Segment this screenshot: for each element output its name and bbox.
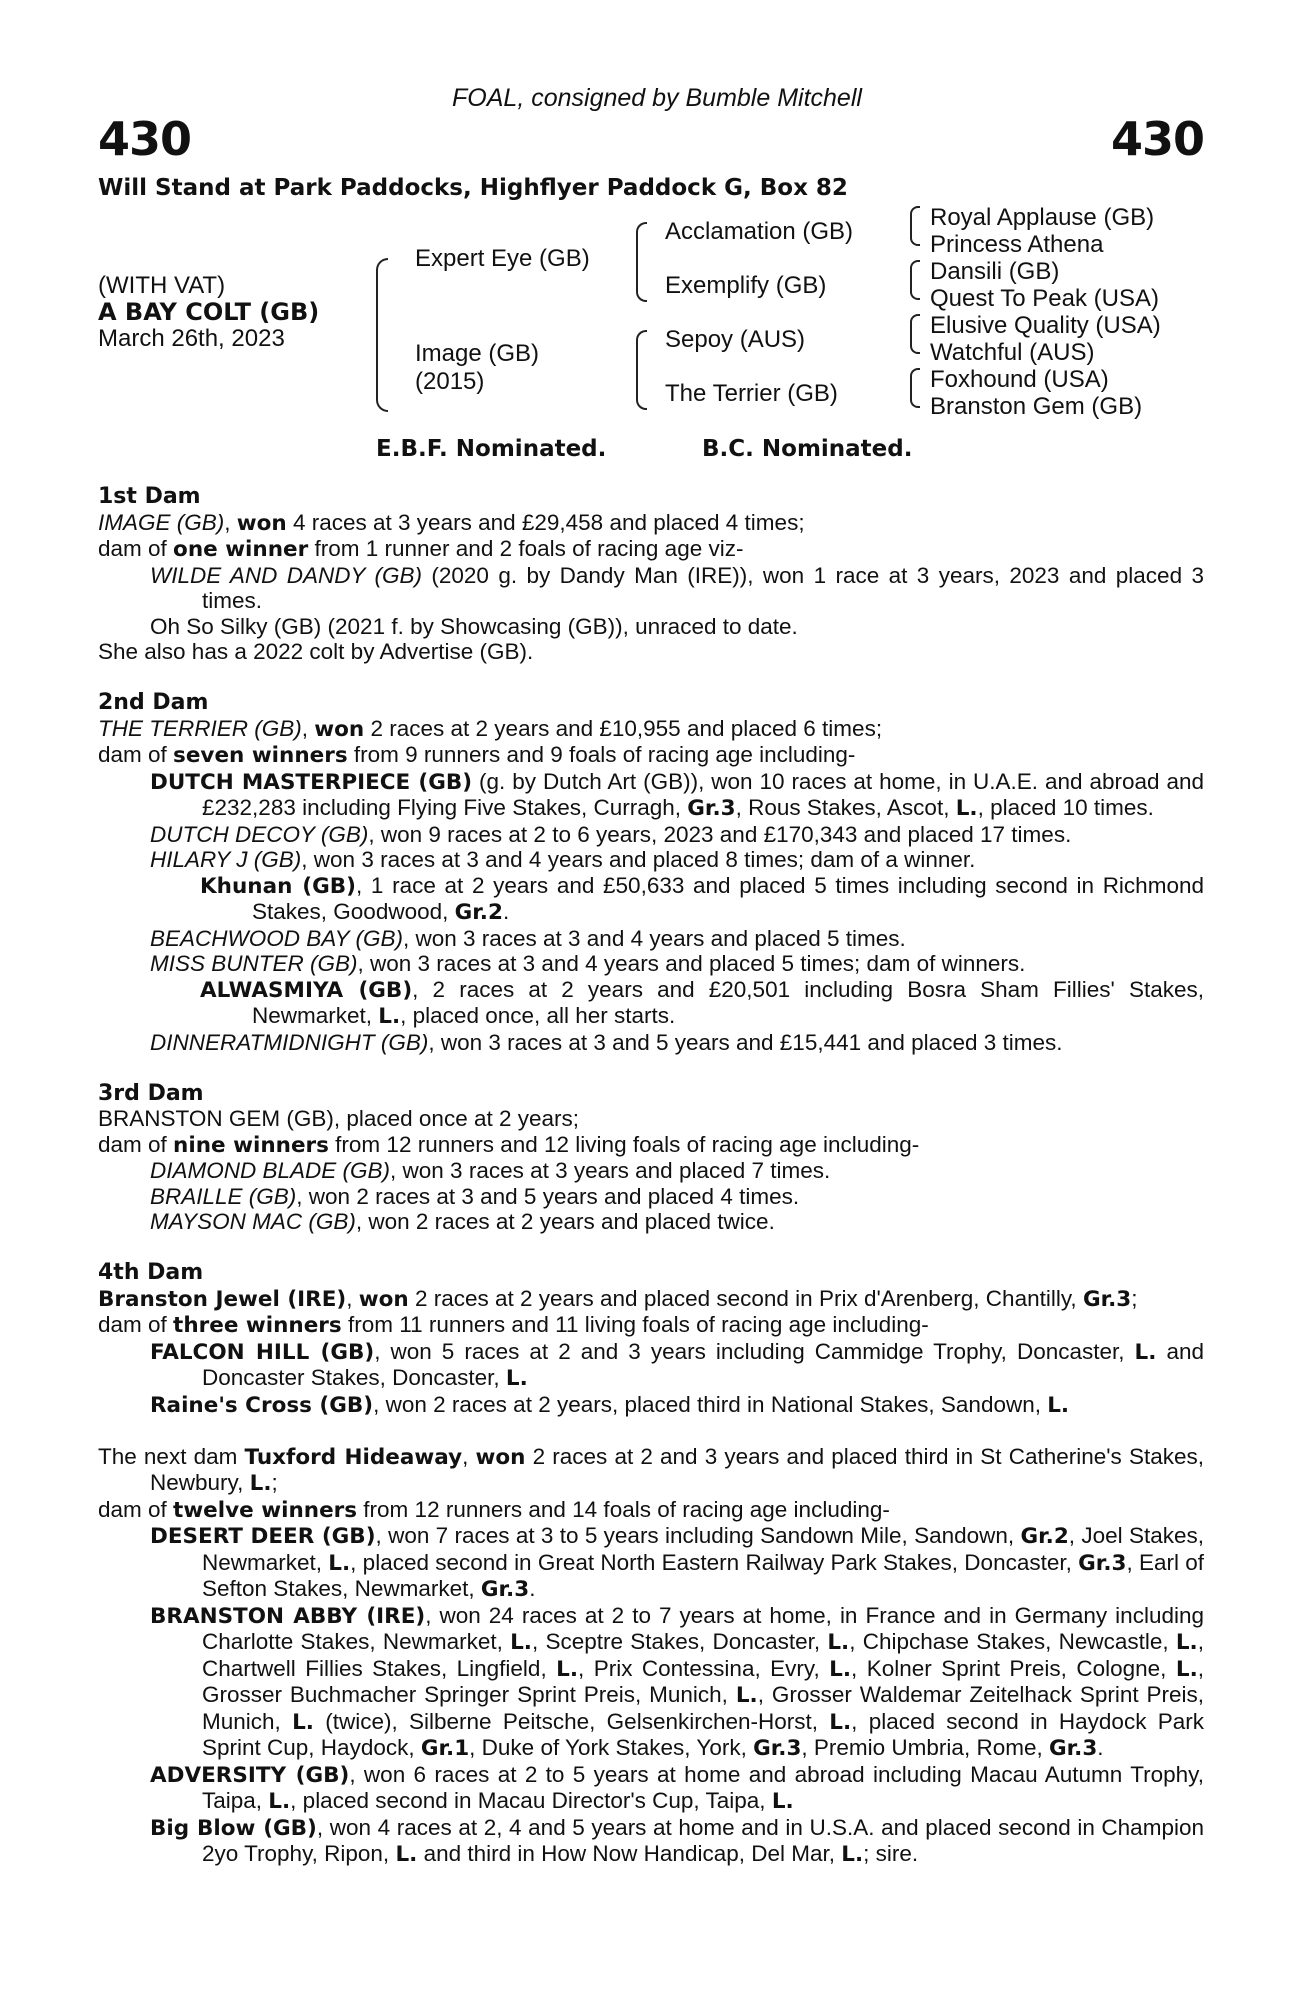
stand-location: Will Stand at Park Paddocks, Highflyer Paddock G, Box 82 xyxy=(98,175,848,201)
pedigree-entry xyxy=(98,510,1204,537)
foaling-date: March 26th, 2023 xyxy=(98,325,285,352)
grandsire-1: Acclamation (GB) xyxy=(665,218,854,245)
text-run: , Chipchase Stakes, Newcastle, xyxy=(849,1629,1176,1654)
text-run: , Duke of York Stakes, York, xyxy=(469,1735,754,1760)
pedigree-entry xyxy=(98,1392,1204,1419)
pedigree-entry xyxy=(98,1030,1204,1056)
pedigree-brace-main xyxy=(376,258,388,412)
pedigree-entry xyxy=(98,847,1204,873)
text-run: DUTCH DECOY (GB) xyxy=(150,821,369,847)
pedigree-entry xyxy=(98,822,1204,848)
text-run: Gr.3 xyxy=(1078,1550,1127,1576)
text-run: ; xyxy=(1131,1285,1138,1311)
text-run: from 9 runners and 9 foals of racing age including- xyxy=(347,742,856,767)
text-run: , won 4 races at 2, 4 and 5 years at home and in U.S.A. and placed second in Champion 2yo Trophy, Ripon, xyxy=(202,1814,1204,1866)
pedigree-entry xyxy=(98,1132,1204,1159)
text-run: DINNERATMIDNIGHT (GB) xyxy=(150,1029,429,1055)
pedigree-entry xyxy=(98,1815,1204,1868)
text-run: L. xyxy=(841,1842,864,1867)
text-run: , won 2 races at 3 and 5 years and placed 4 times. xyxy=(296,1183,800,1209)
text-run: L. xyxy=(1175,1630,1198,1655)
text-run: , won 3 races at 3 and 4 years and placed 8 times; dam of a winner. xyxy=(301,847,976,872)
text-run: . xyxy=(502,899,510,924)
pedigree-entry xyxy=(98,873,1204,926)
text-run: , Rous Stakes, Ascot, xyxy=(735,795,956,820)
text-run: , Joel Stakes, Newmarket, xyxy=(202,1523,1204,1575)
lot-number-right: 430 xyxy=(1110,112,1204,166)
text-run: Oh So Silky (GB) (2021 f. by Showcasing (GB)), unraced to date. xyxy=(150,613,798,639)
text-run: ALWASMIYA (GB) xyxy=(200,977,413,1003)
text-run: Branston Jewel (IRE) xyxy=(98,1286,347,1312)
text-run: DESERT DEER (GB) xyxy=(150,1524,376,1549)
dam-year: (2015) xyxy=(415,368,485,395)
text-run: L. xyxy=(395,1842,418,1867)
text-run: , won 3 races at 3 years and placed 7 times. xyxy=(390,1158,831,1183)
text-run: L. xyxy=(249,1471,272,1496)
pedigree-entry xyxy=(98,536,1204,563)
text-run: ADVERSITY (GB) xyxy=(150,1762,350,1788)
text-run: L. xyxy=(268,1789,291,1814)
text-run: L. xyxy=(556,1656,579,1682)
text-run: 4 races at 3 years and £29,458 and placed 4 times; xyxy=(286,509,805,535)
vat-note: (WITH VAT) xyxy=(98,272,226,299)
sire-name: Expert Eye (GB) xyxy=(415,245,590,272)
text-run: L. xyxy=(1047,1392,1070,1418)
text-run: , won 2 races at 2 years, placed third in National Stakes, Sandown, xyxy=(373,1391,1048,1417)
section-heading: 1st Dam xyxy=(98,484,201,509)
great-grandparent-7: Foxhound (USA) xyxy=(930,366,1109,393)
text-run: , won 2 races at 2 years and placed twice. xyxy=(355,1209,775,1234)
text-run: , won 9 races at 2 to 6 years, 2023 and £170,343 and placed 17 times. xyxy=(368,821,1072,847)
text-run: DUTCH MASTERPIECE (GB) xyxy=(150,769,473,795)
text-run: (g. by Dutch Art (GB)), won 10 races at home, in U.A.E. and abroad and £232,283 including Flying Five Stakes, Curragh, xyxy=(202,768,1204,820)
text-run: , placed second in Macau Director's Cup, Taipa, xyxy=(290,1788,772,1813)
text-run: won xyxy=(314,716,365,742)
text-run: dam of xyxy=(98,742,174,767)
pedigree-brace-3c xyxy=(910,314,920,354)
text-run: Gr.3 xyxy=(1082,1286,1132,1312)
text-run: Gr.3 xyxy=(480,1577,530,1602)
text-run: L. xyxy=(292,1709,314,1735)
text-run: , placed second in Haydock Park Sprint Cup, Haydock, xyxy=(202,1708,1204,1760)
dam-section xyxy=(98,1444,1204,1868)
pedigree-entry xyxy=(98,926,1204,952)
text-run: L. xyxy=(1175,1656,1198,1682)
pedigree-entry xyxy=(98,1158,1204,1184)
pedigree-entry xyxy=(98,1209,1204,1235)
text-run: , Chartwell Fillies Stakes, Lingfield, xyxy=(202,1629,1204,1681)
text-run: , won 24 races at 2 to 7 years at home, in France and in Germany including Charlotte Stakes, Newmarket, xyxy=(202,1602,1204,1654)
great-grandparent-3: Dansili (GB) xyxy=(930,258,1060,285)
text-run: THE TERRIER (GB) xyxy=(98,715,302,741)
ebf-nomination: E.B.F. Nominated. xyxy=(376,436,607,462)
pedigree-entry xyxy=(98,951,1204,977)
text-run: and third in How Now Handicap, Del Mar, xyxy=(417,1841,842,1866)
text-run: , Grosser Buchmacher Springer Sprint Preis, Munich, xyxy=(202,1655,1205,1707)
text-run: IMAGE (GB) xyxy=(98,509,225,535)
text-run: BEACHWOOD BAY (GB) xyxy=(150,925,403,951)
text-run: L. xyxy=(771,1789,794,1814)
pedigree-entry xyxy=(98,1762,1204,1815)
text-run: , placed 10 times. xyxy=(977,795,1154,820)
text-run: 2 races at 2 years and placed second in Prix d'Arenberg, Chantilly, xyxy=(408,1285,1083,1311)
pedigree-entry xyxy=(98,1339,1204,1392)
text-run: , xyxy=(224,509,237,535)
text-run: L. xyxy=(955,796,978,821)
great-grandparent-6: Watchful (AUS) xyxy=(930,339,1095,366)
text-run: L. xyxy=(505,1366,528,1391)
section-heading: 2nd Dam xyxy=(98,690,209,715)
text-run: She also has a 2022 colt by Advertise (GB). xyxy=(98,639,534,664)
text-run: won xyxy=(358,1286,409,1312)
text-run: Gr.1 xyxy=(420,1736,470,1761)
pedigree-entry xyxy=(98,1523,1204,1603)
dam-section xyxy=(98,1081,1204,1235)
text-run: , placed once, all her starts. xyxy=(400,1003,676,1028)
text-run: , 2 races at 2 years and £20,501 including Bosra Sham Fillies' Stakes, Newmarket, xyxy=(252,976,1204,1028)
text-run: ; sire. xyxy=(863,1841,919,1866)
text-run: won xyxy=(475,1444,526,1470)
text-run: , won 7 races at 3 to 5 years including Sandown Mile, Sandown, xyxy=(375,1523,1021,1548)
text-run: L. xyxy=(829,1709,852,1735)
pedigree-entry xyxy=(98,977,1204,1030)
pedigree-entry xyxy=(98,639,1204,665)
pedigree-entry xyxy=(98,1497,1204,1524)
text-run: BRAILLE (GB) xyxy=(150,1183,297,1209)
text-run: 2 races at 2 years and £10,955 and placed 6 times; xyxy=(364,715,883,741)
granddam-2: The Terrier (GB) xyxy=(665,380,838,407)
pedigree-entry xyxy=(98,1603,1204,1762)
text-run: Big Blow (GB) xyxy=(150,1815,317,1841)
text-run: Gr.2 xyxy=(454,900,503,925)
horse-name: A BAY COLT (GB) xyxy=(98,298,320,326)
text-run: , won 5 races at 2 and 3 years including Cammidge Trophy, Doncaster, xyxy=(374,1338,1135,1364)
great-grandparent-8: Branston Gem (GB) xyxy=(930,393,1143,420)
great-grandparent-1: Royal Applause (GB) xyxy=(930,204,1155,231)
text-run: Raine's Cross (GB) xyxy=(150,1392,374,1418)
text-run: L. xyxy=(328,1550,351,1576)
pedigree-entry xyxy=(98,716,1204,743)
text-run: 2 races at 2 and 3 years and placed third in St Catherine's Stakes, Newbury, xyxy=(150,1443,1204,1495)
text-run: , won 6 races at 2 to 5 years at home and abroad including Macau Autumn Trophy, Taipa, xyxy=(202,1761,1204,1813)
pedigree-entry xyxy=(98,1184,1204,1210)
text-run: L. xyxy=(829,1656,852,1682)
text-run: from 1 runner and 2 foals of racing age viz- xyxy=(308,536,744,561)
text-run: , won 3 races at 3 and 5 years and £15,441 and placed 3 times. xyxy=(428,1029,1063,1055)
text-run: (twice), Silberne Peitsche, Gelsenkirchen-Horst, xyxy=(313,1708,830,1734)
text-run: MAYSON MAC (GB) xyxy=(150,1209,356,1234)
text-run: and Doncaster Stakes, Doncaster, xyxy=(202,1338,1204,1390)
text-run: , xyxy=(346,1285,359,1311)
text-run: , Grosser Waldemar Zeitelhack Sprint Preis, Munich, xyxy=(202,1682,1205,1734)
text-run: three winners xyxy=(173,1313,342,1338)
text-run: dam of xyxy=(98,1312,174,1337)
great-grandparent-2: Princess Athena xyxy=(930,231,1104,258)
dam-section xyxy=(98,1260,1204,1418)
text-run: , won 3 races at 3 and 4 years and placed 5 times. xyxy=(402,925,906,951)
text-run: Gr.2 xyxy=(1020,1524,1069,1549)
text-run: one winner xyxy=(173,537,309,562)
text-run: WILDE AND DANDY (GB) xyxy=(150,562,422,588)
pedigree-entry xyxy=(98,1286,1204,1313)
text-run: from 12 runners and 14 foals of racing age including- xyxy=(357,1496,890,1522)
text-run: dam of xyxy=(98,1131,174,1157)
text-run: , won 3 races at 3 and 4 years and placed 5 times; dam of winners. xyxy=(357,951,1026,976)
dam-section xyxy=(98,690,1204,1055)
text-run: , Premio Umbria, Rome, xyxy=(801,1735,1049,1760)
text-run: won xyxy=(236,510,287,536)
text-run: from 11 runners and 11 living foals of racing age including- xyxy=(341,1312,929,1337)
granddam-1: Exemplify (GB) xyxy=(665,272,827,299)
text-run: dam of xyxy=(98,536,174,561)
text-run: Gr.3 xyxy=(1048,1736,1098,1761)
text-run: , Sceptre Stakes, Doncaster, xyxy=(531,1629,828,1654)
pedigree-entry xyxy=(98,769,1204,822)
text-run: Gr.3 xyxy=(753,1736,802,1761)
pedigree-brace-3a xyxy=(910,206,920,246)
text-run: FALCON HILL (GB) xyxy=(150,1339,375,1365)
catalogue-body xyxy=(98,484,1204,1868)
text-run: L. xyxy=(1134,1339,1157,1365)
section-heading: 3rd Dam xyxy=(98,1080,204,1106)
text-run: The next dam xyxy=(98,1443,245,1469)
pedigree-entry xyxy=(98,1106,1204,1132)
text-run: MISS BUNTER (GB) xyxy=(150,951,358,976)
text-run: . xyxy=(529,1576,536,1601)
bc-nomination: B.C. Nominated. xyxy=(702,436,913,462)
pedigree-entry xyxy=(98,1444,1204,1497)
text-run: L. xyxy=(510,1630,532,1655)
text-run: L. xyxy=(378,1004,401,1029)
text-run: , placed second in Great North Eastern Railway Park Stakes, Doncaster, xyxy=(350,1549,1079,1575)
great-grandparent-4: Quest To Peak (USA) xyxy=(930,285,1159,312)
pedigree-entry xyxy=(98,742,1204,769)
text-run: . xyxy=(1097,1735,1104,1760)
text-run: Tuxford Hideaway xyxy=(244,1444,463,1470)
text-run: L. xyxy=(735,1683,758,1708)
text-run: L. xyxy=(827,1630,850,1655)
text-run: Khunan (GB) xyxy=(200,873,356,899)
text-run: twelve winners xyxy=(173,1497,358,1523)
text-run: , Kolner Sprint Preis, Cologne, xyxy=(851,1655,1176,1681)
text-run: (2020 g. by Dandy Man (IRE)), won 1 race at 3 years, 2023 and placed 3 times. xyxy=(202,562,1204,613)
dam-name: Image (GB) xyxy=(415,340,540,367)
text-run: HILARY J (GB) xyxy=(150,847,302,872)
text-run: BRANSTON ABBY (IRE) xyxy=(150,1603,426,1629)
text-run: seven winners xyxy=(173,743,348,768)
text-run: , Prix Contessina, Evry, xyxy=(578,1655,830,1681)
text-run: , 1 race at 2 years and £50,633 and placed 5 times including second in Richmond Stakes, Goodwood, xyxy=(252,872,1204,924)
text-run: , xyxy=(301,715,315,741)
text-run: DIAMOND BLADE (GB) xyxy=(150,1158,391,1183)
text-run: nine winners xyxy=(173,1132,329,1158)
pedigree-brace-3d xyxy=(910,368,920,408)
text-run: , Earl of Sefton Stakes, Newmarket, xyxy=(202,1549,1205,1601)
pedigree-entry xyxy=(98,563,1204,614)
great-grandparent-5: Elusive Quality (USA) xyxy=(930,312,1161,339)
pedigree-entry xyxy=(98,614,1204,640)
lot-number-left: 430 xyxy=(98,112,192,166)
text-run: dam of xyxy=(98,1496,174,1522)
dam-section xyxy=(98,484,1204,665)
pedigree-brace-sire xyxy=(636,222,647,302)
pedigree-brace-3b xyxy=(910,260,920,300)
text-run: Gr.3 xyxy=(687,796,736,821)
pedigree-entry xyxy=(98,1312,1204,1339)
consignment-line: FOAL, consigned by Bumble Mitchell xyxy=(452,84,862,112)
section-heading: 4th Dam xyxy=(98,1260,204,1285)
text-run: BRANSTON GEM (GB), placed once at 2 years; xyxy=(98,1106,580,1131)
grandsire-2: Sepoy (AUS) xyxy=(665,326,806,353)
text-run: from 12 runners and 12 living foals of racing age including- xyxy=(328,1131,920,1157)
text-run: , xyxy=(462,1443,476,1469)
text-run: ; xyxy=(271,1470,278,1495)
pedigree-brace-dam xyxy=(636,330,647,410)
